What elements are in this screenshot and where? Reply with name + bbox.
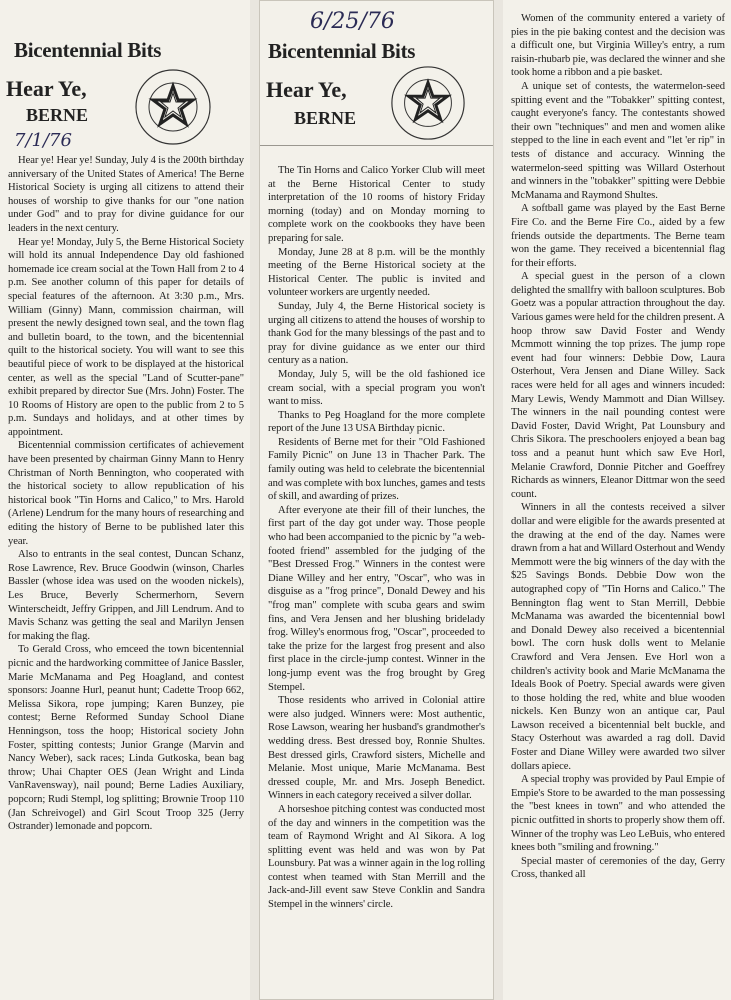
clipping-middle [259,0,494,1000]
article-body [0,122,250,834]
column-title: Bicentennial Bits [14,38,162,62]
clipping-right [503,0,731,1000]
paragraph: A unique set of contests, the watermelon-seed spitting event and the "Tobakker" spitting contest, caught everyone's fancy. The contestants showed their own "techniques" and men and women alike stepped to the line in each event and "let 'er rip" in tests of distance and accuracy. Winning the watermelon-seed spitting was Willard Osterhout and winners in the "tobakker" spitting were Debbie McManama and Raymond Shultes. [511,80,725,201]
clipping-header [260,1,493,141]
hear-ye-heading: Hear Ye, [6,76,87,101]
paragraph: Monday, July 5, will be the old fashioned ice cream social, with a special program you won't want to miss. [268,368,485,408]
column-title: Bicentennial Bits [268,39,416,63]
paragraph: Hear ye! Hear ye! Sunday, July 4 is the 200th birthday anniversary of the United States of America! The Berne Historical Society is urging all citizens to attend their houses of worship to give thanks for our "one nation under God" and to pray for divine guidance for our leaders in the next century. [8,155,244,234]
handwritten-date: 7/1/76 [14,130,72,151]
paragraph: A special trophy was provided by Paul Empie of Empie's Store to be awarded to the man possessing the "best knees in town" and who attended the picnic outfitted in shorts to properly show them off. Winner of the trophy was Leo LeBuis, who entered knees both "smiling and frowning." [511,774,725,854]
paragraph: A special guest in the person of a clown delighted the smallfry with balloon sculptures. Bob Goetz was a popular attraction throughout the day. Various games were held for the children present. A hoop throw saw David Foster and Wendy Mcmmott winning the top prizes. The jump rope event had four winners: Debbie Dow, Laura Osterhout, Vera Jensen and Diane Willey. Sack races were held for all ages and winners incuded: Mary Lewis, Wendy Mammott and Dian Willsey. The winners in the nail pounding contest were David Foster, David Wright, Pat Lounsbury and Chris Sikora. The preschoolers enjoyed a bean bag toss and a peanut hunt which saw Eve Horl, Melanie Crawford, Donnie Pitcher and Goeffrey Richards as winners, Eleanor Dittmar won the seed count. [511,271,725,500]
paragraph: Hear ye! Monday, July 5, the Berne Historical Society will hold its annual Independence Day old fashioned homemade ice cream social at the Town Hall from 2 to 4 p.m. See another column of this paper for details of special features of the afternoon. At 3:30 p.m., Mrs. William (Ginny) Mann, commission chairman, will present the newly designed town seal, and the town flag and bulletin board, to the town, and the bicentennial quilt to the historical society. You will want to see this beautiful piece of work to be displayed at the historical center, as well as the special "Land of Scutter-pane" exhibit prepared by director Sue (Mrs. John) Foster. The 10 Rooms of History are open to the public from 2 to 5 p.m. Sundays and holidays, and at other times by appointment. [8,236,244,438]
paragraph: A horseshoe pitching contest was conducted most of the day and winners in the competition was the team of Raymond Wright and Al Sikora. A log splitting event was held and was won by Pat Lounsbury. Pat was a winner again in the log rolling contest when teamed with Stan Merrill and the Jack-and-Jill event saw Steve Conklin and Sandra Stempel in the winners' circle. [268,803,485,911]
paragraph: Thanks to Peg Hoagland for the more complete report of the June 13 USA Birthday picnic. [268,409,485,435]
paragraph: To Gerald Cross, who emceed the town bicentennial picnic and the hardworking committee of Janice Bassler, Marie McManama and Peg Hoagland, and contest sponsors: Joanne Hurl, peanut hunt; Cadette Troop 662, Melissa Sikora, rope jumping; Karen Bunzey, pie contest; Berne Reformed Sunday School Diane Henningson, toss the hoop; Historical society John Foster, spitting contests; Junior Grange (Marvin and Nancy Weber), sack races; Linda Gutkoska, bean bag throw; Uhai Chapter OES (Jean Wright and Linda VanRavensway), nail pound; Berne Ladies Auxiliary, popcorn; Rudi Stempl, log splitting; Brownie Troop 110 (Jan Schreivogel) and Girl Scout Troop 325 (Jerry Ostrander) lemonade and popcorn. [8,644,244,833]
paragraph: Special master of ceremonies of the day, Gerry Cross, thanked all [511,855,725,881]
town-heading: BERNE [26,105,89,125]
paragraph: Monday, June 28 at 8 p.m. will be the monthly meeting of the Berne Historical society at the Historical Center. The public is invited and volunteer workers are urgently needed. [268,246,485,299]
town-heading: BERNE [294,108,357,128]
paragraph: Sunday, July 4, the Berne Historical society is urging all citizens to attend the houses of worship to thank God for the many blessings of the past and to pray for divine guidance as we enter our third century as a nation. [268,300,485,367]
paragraph: Women of the community entered a variety of pies in the pie baking contest and the decision was a difficult one, but Virginia Willey's entry, a rum raisin-rhubarb pie, was declared the winner and she took home a ribbon and a pie basket. [511,13,725,79]
bicentennial-seal-icon [388,63,468,148]
clipping-header [0,0,250,151]
clipping-left [0,0,250,1000]
paragraph: Winners in all the contests received a silver dollar and were eligible for the awards presented at the drawing at the end of the day. Names were drawn from a hat and Willard Osterhout and Wendy Memmott were the big winners of the day with the $25 Savings Bonds. Debbie Dow won the autographed copy of "Tin Horns and Calico." The Bennington flag went to Stan Merrill, Debbie McManama was awarded the bicentennial bowl and Donald Dewey also received a bicentennial bowl. The corn husk dolls went to Melanie Crawford and Vera Jensen. Eve Horl won a children's activity book and Marie McManama the Ideals Book of Poetry. Special awards were given to those holding the red, white and blue wooden nickels. Ken Bunzy won an antique car, Paul Lawson received a bicentennial belt buckle, and Stacy Osterhout was awarded a rag doll. David Foster and Diane Willey were awarded two silver dollars apiece. [511,502,725,772]
paragraph: Those residents who arrived in Colonial attire were also judged. Winners were: Most authentic, Rose Lawson, wearing her husband's grandmother's wedding dress. Best dressed boy, Ronnie Shultes. Best dressed girls, Crawford sisters, Michelle and Melanie. Most unique, Marie McManama. Best dressed couple, Mr. and Mrs. Joseph Benedict. Winners in each category received a silver dollar. [268,695,485,802]
paragraph: Bicentennial commission certificates of achievement have been presented by chairman Ginny Mann to Henry Christman of North Bennington, who cooperated with the historical society to allow republication of his historical book "Tin Horns and Calico," to Mrs. Harold (Arlene) Lendrum for the many hours of researching and editing the history of Berne to be published later this year. [8,440,244,547]
handwritten-date: 6/25/76 [310,9,395,34]
paragraph: Residents of Berne met for their "Old Fashioned Family Picnic" on June 13 in Thacher Park. The family outing was held to celebrate the bicentennial and was complete with box lunches, games and tests of skill, and awarding of prizes. [268,436,486,503]
article-body [260,150,493,912]
article-body [503,0,731,882]
bicentennial-seal-icon [132,66,214,153]
paragraph: Also to entrants in the seal contest, Duncan Schanz, Rose Lawrence, Rev. Bruce Goodwin (winson, Charles Bassler (whose idea was used on the wooden nickels), Les Bruce, Beverly Schermerhorn, Severn Winterscheidt, Jeffry Grippen, and Jill Lendrum. And to Mavis Schanz was getting the seal and Marilyn Jensen for making the flag. [8,549,244,642]
paragraph: After everyone ate their fill of their lunches, the first part of the day got under way. Those people who had been accompanied to the picnic by "a web-footed friend" assembled for the judging of the "Best Dressed Frog." Winners in the contest were Diane Willey and her entry, "Oscar", who was in disguise as a "frog prince", Donald Dewey and his "frog man" complete with scuba gears and swim fins, and Vera Jensen and her blushing bridelady frog. Willey's enormous frog, "Oscar", proceeded to take the prize for the largest frog present and also first place in the circle-jump contest. Winner in the long-jump event was the frog brought by Greg Stempel. [268,504,485,693]
paragraph: The Tin Horns and Calico Yorker Club will meet at the Berne Historical Center to study interpretation of the 10 rooms of history Friday morning (today) and on Monday morning to complete work on the cookbooks they have been preparing for sale. [268,165,485,244]
hear-ye-heading: Hear Ye, [266,77,347,102]
paragraph: A softball game was played by the East Berne Fire Co. and the Berne Fire Co., aided by a few friends outside the departments. The Berne team won the game. They received a bicentennial flag for their efforts. [511,203,725,269]
